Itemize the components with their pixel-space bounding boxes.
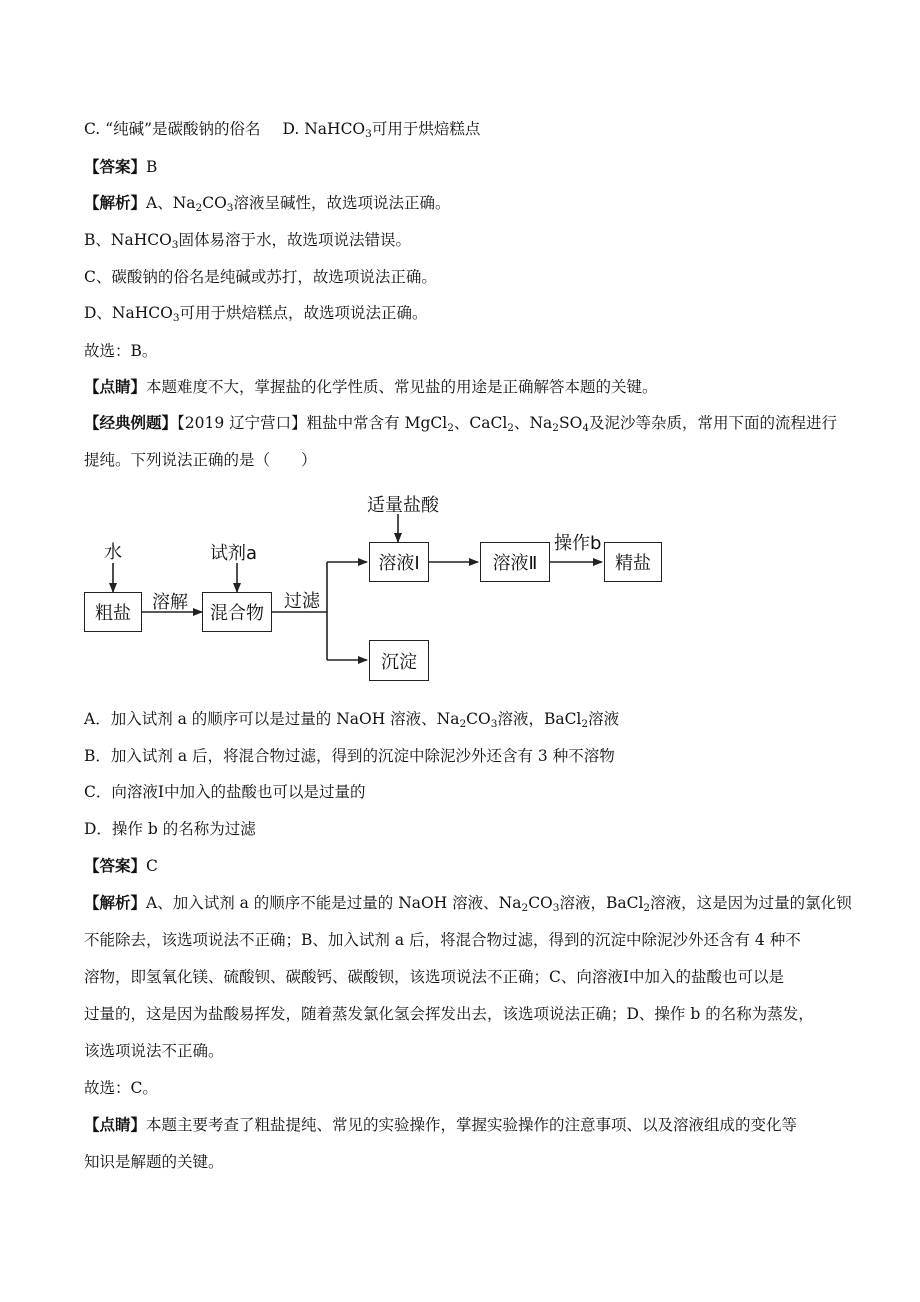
q2-stem-line1: 【经典例题】【2019 辽宁营口】粗盐中常含有 MgCl$_2$、CaCl$_2$、$Na_2SO_4$及泥沙等杂质，常用下面的流程进行 (84, 413, 838, 434)
box-mixture: 混合物 (202, 592, 272, 632)
label-hcl: 适量盐酸 (367, 495, 439, 516)
q1-analysis-a: 【解析】A、$Na_2CO_3$溶液呈碱性，故选项说法正确。 (84, 193, 451, 214)
box-fine-salt: 精盐 (604, 542, 662, 582)
q1-answer: 【答案】B (84, 157, 158, 176)
q2-analysis-line4: 过量的，这是因为盐酸易挥发，随着蒸发氯化氢会挥发出去，该选项说法正确；D、操作 b 的名称为蒸发， (84, 1005, 814, 1023)
q1-choose: 故选：B。 (84, 342, 158, 360)
q1-analysis-c: C、碳酸钠的俗名是纯碱或苏打，故选项说法正确。 (84, 268, 437, 286)
q2-answer: 【答案】C (84, 856, 158, 875)
q2-comment-line1: 【点睛】本题主要考查了粗盐提纯、常见的实验操作，掌握实验操作的注意事项、以及溶液组成的变化等 (84, 1115, 798, 1134)
box-precipitate: 沉淀 (369, 640, 429, 681)
label-reagent-a: 试剂a (210, 543, 258, 564)
q2-option-d: D．操作 b 的名称为过滤 (84, 820, 256, 838)
q2-comment-line2: 知识是解题的关键。 (84, 1153, 224, 1171)
q1-analysis-b: B、NaHCO$_3$固体易溶于水，故选项说法错误。 (84, 231, 411, 251)
label-dissolve: 溶解 (152, 592, 188, 613)
q1-option-d: D. NaHCO$_3$可用于烘焙糕点 (282, 120, 481, 140)
purification-flowchart (84, 485, 664, 690)
q2-stem-line2: 提纯。下列说法正确的是（ ） (84, 451, 317, 469)
q2-analysis-line1: 【解析】A、加入试剂 a 的顺序不能是过量的 NaOH 溶液、$Na_2CO_3$溶液，BaCl$_2$溶液，这是因为过量的氯化钡 (84, 893, 852, 914)
q2-option-b: B．加入试剂 a 后，将混合物过滤，得到的沉淀中除泥沙外还含有 3 种不溶物 (84, 747, 615, 765)
q2-analysis-line2: 不能除去，该选项说法不正确；B、加入试剂 a 后，将混合物过滤，得到的沉淀中除泥沙外还含有 4 种不 (84, 931, 801, 949)
q2-option-c: C．向溶液Ⅰ中加入的盐酸也可以是过量的 (84, 783, 366, 801)
q2-analysis-line3: 溶物，即氢氧化镁、硫酸钡、碳酸钙、碳酸钡，该选项说法不正确；C、向溶液Ⅰ中加入的盐酸也可以是 (84, 968, 784, 986)
box-crude-salt: 粗盐 (84, 592, 142, 632)
box-solution-1: 溶液Ⅰ (369, 542, 429, 582)
q2-choose: 故选：C。 (84, 1079, 158, 1097)
q2-option-a: A．加入试剂 a 的顺序可以是过量的 NaOH 溶液、$Na_2CO_3$溶液，BaCl$_2$溶液 (84, 710, 620, 730)
label-water: 水 (104, 542, 122, 563)
q2-analysis-line5: 该选项说法不正确。 (84, 1042, 224, 1060)
q1-analysis-d: D、NaHCO$_3$可用于烘焙糕点，故选项说法正确。 (84, 304, 428, 324)
label-filter: 过滤 (284, 591, 320, 612)
q1-comment: 【点睛】本题难度不大，掌握盐的化学性质、常见盐的用途是正确解答本题的关键。 (84, 377, 658, 396)
q1-options-cd (84, 119, 480, 139)
label-operation-b: 操作b (554, 533, 602, 554)
q1-option-c: C. “纯碱”是碳酸钠的俗名 (84, 120, 261, 138)
box-solution-2: 溶液Ⅱ (480, 542, 550, 582)
